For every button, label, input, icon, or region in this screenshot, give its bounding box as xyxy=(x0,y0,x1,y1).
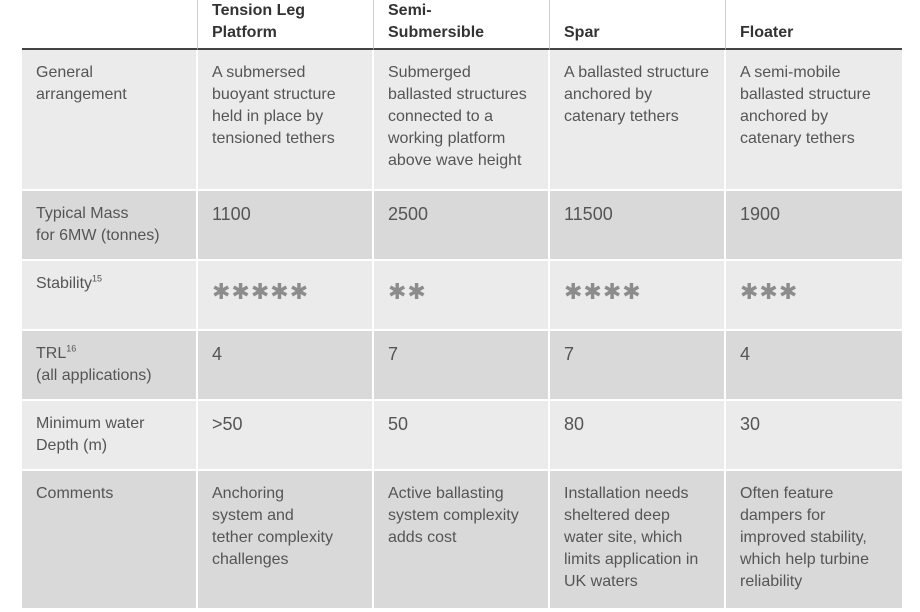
header-tension-leg-platform: Tension Leg Platform xyxy=(198,0,374,50)
table-cell: Submerged ballasted structures connected to a working platform above wave height xyxy=(374,50,550,191)
table-cell: 4 xyxy=(726,331,902,401)
header-spar: Spar xyxy=(550,0,726,50)
table-cell: Active ballasting system complexity adds cost xyxy=(374,471,550,610)
table-cell: 2500 xyxy=(374,191,550,261)
stability-rating: ✱✱ xyxy=(374,261,550,331)
row-label-general-arrangement: General arrangement xyxy=(22,50,198,191)
header-floater: Floater xyxy=(726,0,902,50)
table-cell: Anchoring system and tether complexity challenges xyxy=(198,471,374,610)
table-cell: 30 xyxy=(726,401,902,471)
stability-rating: ✱✱✱ xyxy=(726,261,902,331)
table-cell: A ballasted structure anchored by catenary tethers xyxy=(550,50,726,191)
stability-rating: ✱✱✱✱ xyxy=(550,261,726,331)
table-cell: >50 xyxy=(198,401,374,471)
table-cell: 7 xyxy=(550,331,726,401)
table-cell: A submersed buoyant structure held in place by tensioned tethers xyxy=(198,50,374,191)
header-spacer xyxy=(22,0,902,50)
table-cell: 11500 xyxy=(550,191,726,261)
row-label-stability: Stability$^{15}$ xyxy=(22,261,198,331)
table-cell: 1900 xyxy=(726,191,902,261)
row-label-min-water-depth: Minimum water Depth (m) xyxy=(22,401,198,471)
table-cell: 80 xyxy=(550,401,726,471)
table-cell: 7 xyxy=(374,331,550,401)
row-label-comments: Comments xyxy=(22,471,198,610)
stability-rating: ✱✱✱✱✱ xyxy=(198,261,374,331)
table-cell: 1100 xyxy=(198,191,374,261)
table-cell: A semi-mobile ballasted structure anchored by catenary tethers xyxy=(726,50,902,191)
table-cell: Installation needs sheltered deep water site, which limits application in UK waters xyxy=(550,471,726,610)
table-body xyxy=(22,0,902,610)
table-cell: Often feature dampers for improved stability, which help turbine reliability xyxy=(726,471,902,610)
row-label-trl: TRL$^{16}$ (all applications) xyxy=(22,331,198,401)
table-cell: 4 xyxy=(198,331,374,401)
row-label-typical-mass: Typical Mass for 6MW (tonnes) xyxy=(22,191,198,261)
table-cell: 50 xyxy=(374,401,550,471)
header-semi-submersible: Semi- Submersible xyxy=(374,0,550,50)
